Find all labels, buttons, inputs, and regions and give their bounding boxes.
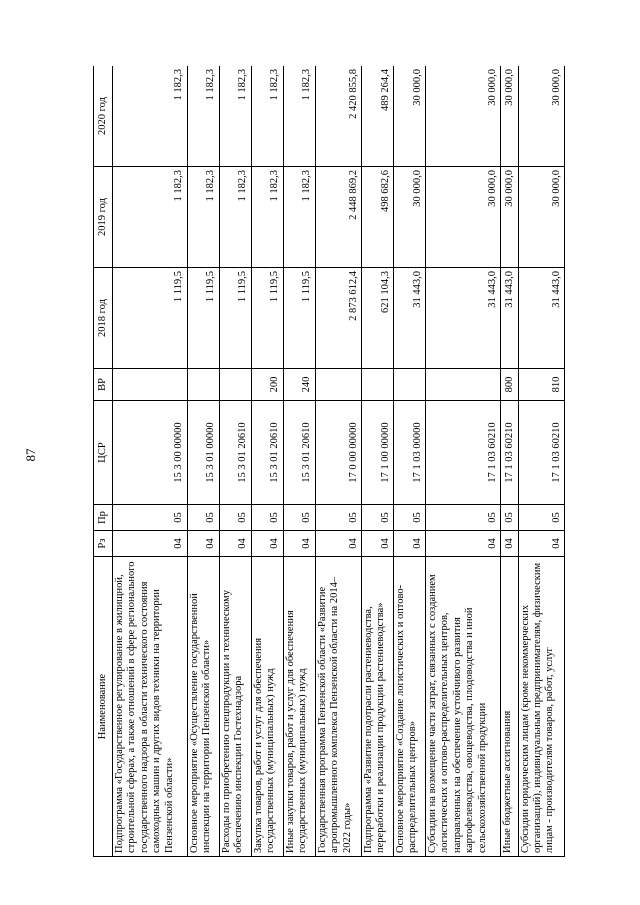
page-number: 87 xyxy=(23,448,38,462)
cell-2019: 1 182,3 xyxy=(219,167,251,268)
cell-pr: 05 xyxy=(394,505,426,531)
cell-2020: 1 182,3 xyxy=(251,66,283,167)
cell-vr: 200 xyxy=(251,369,283,401)
table-row xyxy=(426,66,501,857)
cell-vr: 800 xyxy=(500,369,518,401)
cell-2020: 2 420 855,8 xyxy=(315,66,361,167)
header-2019: 2019 год xyxy=(94,167,113,268)
cell-pr: 05 xyxy=(426,505,501,531)
cell-vr xyxy=(362,369,394,401)
cell-vr xyxy=(394,369,426,401)
cell-csr: 17 1 03 60210 xyxy=(426,401,501,505)
cell-pr: 05 xyxy=(219,505,251,531)
cell-2020: 30 000,0 xyxy=(518,66,564,167)
cell-name: Субсидии юридическим лицам (кроме некоммерческих организаций), индивидуальным предпринимателям, физическим лицам - производителям товаров, работ, услуг xyxy=(518,557,564,857)
cell-2018: 2 873 612,4 xyxy=(315,268,361,369)
cell-name: Государственная программа Пензенской области «Развитие агропромышленного комплекса Пензенской области на 2014–2022 годы» xyxy=(315,557,361,857)
cell-vr xyxy=(219,369,251,401)
cell-rz: 04 xyxy=(251,531,283,557)
cell-pr: 05 xyxy=(315,505,361,531)
cell-pr: 05 xyxy=(113,505,188,531)
cell-name: Иные бюджетные ассигнования xyxy=(500,557,518,857)
cell-csr: 15 3 01 20610 xyxy=(283,401,315,505)
cell-vr xyxy=(315,369,361,401)
cell-name: Субсидии на возмещение части затрат, связанных с созданием логистических и оптово-распределительных центров, направленных на обеспечение устойчивого развития картофелеводства, овощеводства, плодоводства и иной сельскохозяйственной продукции xyxy=(426,557,501,857)
table-row xyxy=(500,66,518,857)
cell-csr: 17 1 03 60210 xyxy=(518,401,564,505)
cell-csr: 17 1 03 00000 xyxy=(394,401,426,505)
cell-2018: 621 104,3 xyxy=(362,268,394,369)
cell-2018: 1 119,5 xyxy=(283,268,315,369)
cell-2018: 31 443,0 xyxy=(500,268,518,369)
cell-pr: 05 xyxy=(283,505,315,531)
cell-2019: 30 000,0 xyxy=(518,167,564,268)
cell-rz: 04 xyxy=(219,531,251,557)
cell-vr xyxy=(187,369,219,401)
cell-rz: 04 xyxy=(113,531,188,557)
table-row xyxy=(362,66,394,857)
header-2020: 2020 год xyxy=(94,66,113,167)
cell-2018: 1 119,5 xyxy=(187,268,219,369)
cell-pr: 05 xyxy=(500,505,518,531)
cell-2018: 31 443,0 xyxy=(426,268,501,369)
header-2018: 2018 год xyxy=(94,268,113,369)
cell-pr: 05 xyxy=(187,505,219,531)
cell-name: Иные закупки товаров, работ и услуг для обеспечения государственных (муниципальных) нужд xyxy=(283,557,315,857)
cell-2019: 30 000,0 xyxy=(426,167,501,268)
cell-2018: 1 119,5 xyxy=(219,268,251,369)
cell-name: Закупка товаров, работ и услуг для обеспечения государственных (муниципальных) нужд xyxy=(251,557,283,857)
cell-2019: 30 000,0 xyxy=(500,167,518,268)
header-rz: Рз xyxy=(94,531,113,557)
cell-rz: 04 xyxy=(518,531,564,557)
cell-name: Основное мероприятие «Создание логистических и оптово-распределительных центров» xyxy=(394,557,426,857)
cell-csr: 15 3 01 20610 xyxy=(251,401,283,505)
cell-csr: 15 3 00 00000 xyxy=(113,401,188,505)
header-row xyxy=(94,66,113,857)
cell-csr: 15 3 01 20610 xyxy=(219,401,251,505)
header-vr: ВР xyxy=(94,369,113,401)
header-name: Наименование xyxy=(94,557,113,857)
table-container xyxy=(93,66,565,857)
cell-name: Расходы по приобретению спецпродукции и техническому обеспечению инспекции Гостехнадзора xyxy=(219,557,251,857)
cell-vr xyxy=(113,369,188,401)
cell-2019: 498 682,6 xyxy=(362,167,394,268)
cell-vr xyxy=(426,369,501,401)
table-row xyxy=(113,66,188,857)
cell-rz: 04 xyxy=(426,531,501,557)
cell-rz: 04 xyxy=(187,531,219,557)
cell-2020: 1 182,3 xyxy=(283,66,315,167)
table-row xyxy=(187,66,219,857)
cell-rz: 04 xyxy=(394,531,426,557)
cell-csr: 15 3 01 00000 xyxy=(187,401,219,505)
cell-2020: 489 264,4 xyxy=(362,66,394,167)
cell-2018: 31 443,0 xyxy=(394,268,426,369)
table-row xyxy=(394,66,426,857)
table-row xyxy=(518,66,564,857)
cell-2019: 2 448 869,2 xyxy=(315,167,361,268)
cell-rz: 04 xyxy=(283,531,315,557)
header-pr: Пр xyxy=(94,505,113,531)
cell-rz: 04 xyxy=(500,531,518,557)
cell-2020: 1 182,3 xyxy=(219,66,251,167)
budget-table xyxy=(93,66,565,857)
cell-pr: 05 xyxy=(362,505,394,531)
cell-name: Основное мероприятие «Осуществление государственной инспекции на территории Пензенской области» xyxy=(187,557,219,857)
table-row xyxy=(315,66,361,857)
cell-vr: 810 xyxy=(518,369,564,401)
cell-2019: 1 182,3 xyxy=(187,167,219,268)
cell-2019: 1 182,3 xyxy=(113,167,188,268)
cell-rz: 04 xyxy=(362,531,394,557)
cell-rz: 04 xyxy=(315,531,361,557)
cell-2020: 1 182,3 xyxy=(113,66,188,167)
cell-csr: 17 1 00 00000 xyxy=(362,401,394,505)
cell-pr: 05 xyxy=(518,505,564,531)
cell-2019: 1 182,3 xyxy=(283,167,315,268)
cell-csr: 17 0 00 00000 xyxy=(315,401,361,505)
cell-2020: 1 182,3 xyxy=(187,66,219,167)
cell-name: Подпрограмма «Развитие подотрасли растениеводства, переработки и реализации продукции растениеводства» xyxy=(362,557,394,857)
cell-2018: 31 443,0 xyxy=(518,268,564,369)
cell-name: Подпрограмма «Государственное регулирование в жилищной, строительной сферах, а также отношений в сфере регионального государственного надзора в области технического состояния самоходных машин и других видов техники на территории Пензенской области» xyxy=(113,557,188,857)
cell-pr: 05 xyxy=(251,505,283,531)
cell-2020: 30 000,0 xyxy=(500,66,518,167)
table-row xyxy=(283,66,315,857)
cell-2019: 30 000,0 xyxy=(394,167,426,268)
cell-2018: 1 119,5 xyxy=(251,268,283,369)
cell-2018: 1 119,5 xyxy=(113,268,188,369)
cell-2019: 1 182,3 xyxy=(251,167,283,268)
table-row xyxy=(219,66,251,857)
cell-2020: 30 000,0 xyxy=(394,66,426,167)
cell-csr: 17 1 03 60210 xyxy=(500,401,518,505)
cell-vr: 240 xyxy=(283,369,315,401)
header-csr: ЦСР xyxy=(94,401,113,505)
cell-2020: 30 000,0 xyxy=(426,66,501,167)
table-row xyxy=(251,66,283,857)
